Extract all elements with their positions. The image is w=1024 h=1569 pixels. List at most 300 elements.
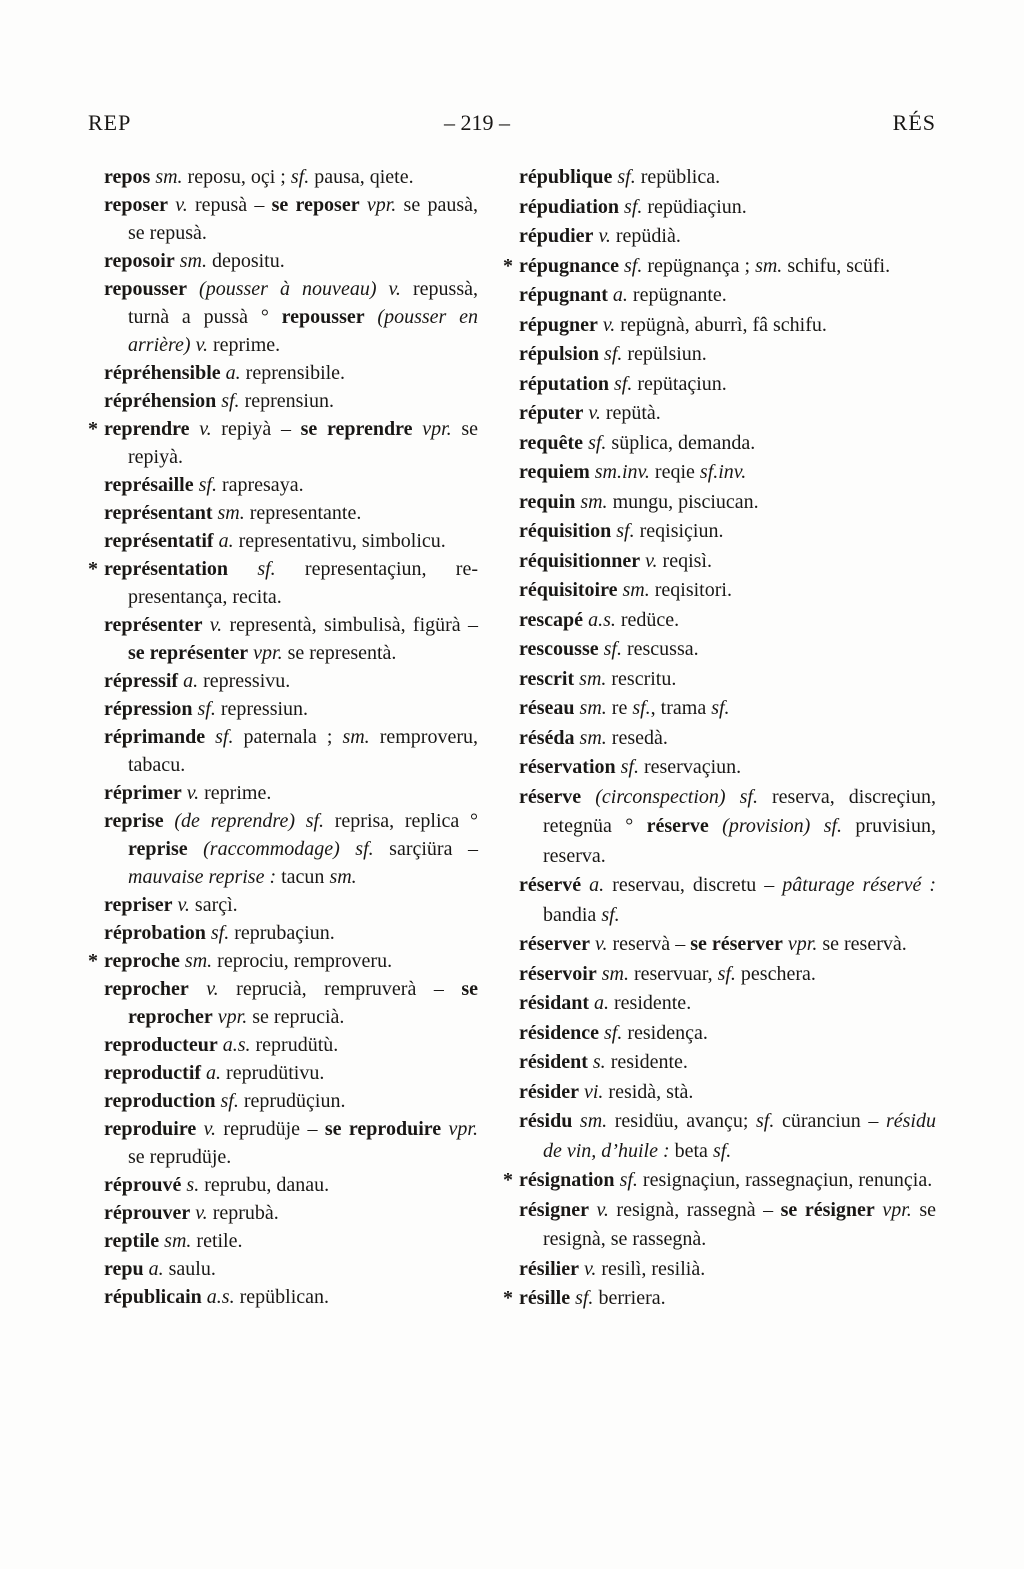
entry-text: repüdiaçiun. — [642, 195, 747, 218]
headword: représaille — [104, 474, 194, 496]
dictionary-entry — [88, 1171, 478, 1199]
entry-text: resilì, resilià. — [596, 1257, 706, 1280]
entry-text: residente. — [605, 1051, 688, 1073]
entry-text: schifu, scüfi. — [782, 254, 891, 277]
entry-text: sf. — [599, 343, 623, 365]
entry-text: (provision) sf. — [708, 815, 843, 837]
headword: réservé — [519, 874, 582, 896]
entry-text: sf. — [205, 922, 230, 944]
entry-text: sf. — [598, 1021, 623, 1044]
entry-text: reprudüje – — [216, 1118, 325, 1140]
headword: république — [519, 166, 613, 188]
dictionary-entry — [88, 163, 478, 191]
dictionary-entry — [503, 724, 936, 754]
right-column — [503, 163, 936, 1314]
headword: réprouvé — [104, 1174, 182, 1196]
entry-text: repütaçiun. — [632, 372, 727, 395]
entry-text: re — [606, 697, 633, 719]
entry-text: sf. — [193, 474, 217, 496]
dictionary-entry — [503, 1019, 936, 1049]
entry-text: sf. — [205, 726, 234, 748]
entry-text: v. — [181, 782, 200, 804]
entry-text: reprudütivu. — [221, 1062, 325, 1084]
entry-text: sm. — [572, 1110, 608, 1132]
entry-text: sf. — [756, 1110, 775, 1132]
entry-text: , trama — [650, 697, 712, 719]
entry-text: vpr. — [441, 1118, 478, 1140]
dictionary-entry — [88, 807, 478, 891]
dictionary-entry — [88, 415, 478, 471]
dictionary-entry — [503, 871, 936, 930]
entry-text: pruvisiun, reserva. — [543, 815, 936, 867]
entry-text: vpr. — [782, 933, 818, 955]
dictionary-entry — [88, 1227, 478, 1255]
headword: réprimande — [104, 726, 206, 748]
dictionary-entry — [88, 527, 478, 555]
dictionary-entry — [503, 252, 936, 282]
headword: répudiation — [519, 195, 620, 218]
dictionary-entry — [88, 1199, 478, 1227]
entry-text: paternala ; — [233, 726, 343, 748]
entry-text: vpr. — [212, 1006, 248, 1028]
headword: réséda — [519, 726, 575, 749]
entry-text: residà, stà. — [603, 1080, 694, 1103]
entry-text: süplica, demanda. — [606, 431, 756, 454]
entry-text: v. — [578, 1257, 597, 1280]
entry-text: se repiyà. — [128, 418, 478, 468]
headword: reproduire — [104, 1118, 197, 1140]
entry-text: sm. — [596, 962, 629, 985]
entry-text: representaçiun, representança, recita. — [128, 558, 479, 608]
entry-text: v. — [202, 614, 223, 636]
entry-text: v. — [190, 1202, 208, 1224]
entry-text: peschera. — [735, 962, 816, 985]
dictionary-entry — [503, 989, 936, 1019]
headword: résidu — [519, 1110, 573, 1132]
entry-text: sf.inv. — [699, 461, 747, 483]
headword: réprobation — [104, 922, 206, 944]
headword: requin — [519, 490, 576, 513]
asterisk-marker: * — [88, 558, 98, 580]
headword: répréhension — [104, 390, 217, 412]
headword: résilier — [519, 1257, 579, 1280]
entry-text: sf. — [717, 962, 736, 985]
entry-text: repussà, turnà a pussà ° — [128, 278, 478, 328]
headword: reposoir — [104, 250, 175, 272]
entry-text: reservà – — [607, 933, 691, 955]
headword: résigner — [519, 1198, 589, 1221]
entry-text: reprubà. — [207, 1202, 279, 1224]
dictionary-entry — [88, 891, 478, 919]
entry-text: sm. — [159, 1230, 192, 1252]
dictionary-entry — [503, 1048, 936, 1078]
headword: réprimer — [104, 782, 182, 804]
headword: repu — [104, 1258, 144, 1280]
entry-text: se reprucià. — [247, 1006, 345, 1028]
entry-text: representà, simbulisà, figürà – — [222, 614, 478, 636]
entry-text: redüce. — [615, 608, 680, 631]
headword: représenter — [104, 614, 203, 636]
dictionary-entry — [88, 779, 478, 807]
entry-text: (pousser à nouveau) v. — [186, 278, 401, 300]
entry-text: reservaçiun. — [638, 756, 742, 778]
entry-text: repüblica. — [635, 166, 721, 188]
entry-text: saulu. — [163, 1258, 216, 1280]
entry-text: sf. — [228, 558, 276, 580]
entry-text: rescritu. — [606, 667, 677, 690]
entry-text: sm. — [179, 950, 213, 972]
entry-text: v. — [196, 1118, 217, 1140]
dictionary-entry — [88, 499, 478, 527]
headword: reproduction — [104, 1090, 216, 1112]
entry-text: residente. — [609, 992, 692, 1014]
entry-text: reprubaçiun. — [229, 922, 335, 944]
entry-text: reprociu, remproveru. — [212, 950, 393, 972]
entry-text: reprisa, replica ° — [324, 810, 478, 832]
headword: reproche — [104, 950, 180, 972]
headword: réquisition — [519, 520, 612, 542]
entry-text: résidu de vin, d’huile : — [543, 1110, 936, 1162]
guide-word-right: RÉS — [892, 110, 936, 135]
entry-text: se reposer — [271, 194, 360, 216]
dictionary-entry — [88, 695, 478, 723]
entry-text: sm. — [574, 667, 607, 690]
left-column — [88, 163, 478, 1311]
entry-text: resedà. — [606, 726, 668, 749]
headword: répréhensible — [104, 362, 221, 384]
entry-text: repügnança ; — [642, 254, 756, 277]
headword: résident — [519, 1051, 588, 1073]
headword: réserver — [519, 933, 591, 955]
dictionary-entry — [88, 1087, 478, 1115]
entry-text: sf. — [601, 903, 620, 926]
dictionary-entry — [503, 1166, 936, 1196]
dictionary-entry — [503, 783, 936, 872]
entry-text: v. — [588, 1198, 609, 1221]
headword: réputation — [519, 372, 609, 395]
entry-text: pâturage réservé : — [782, 874, 937, 896]
entry-text: representativu, simbolicu. — [233, 530, 446, 552]
entry-text: reprise — [128, 838, 188, 860]
dictionary-entry — [503, 1107, 936, 1166]
entry-text: sf. — [583, 431, 607, 454]
headword: répugnance — [519, 254, 619, 277]
entry-text: vi. — [578, 1080, 604, 1103]
entry-text: residüu, avançu; — [607, 1110, 757, 1132]
entry-text: a. — [581, 874, 605, 896]
entry-text: vpr. — [412, 418, 452, 440]
headword: rescapé — [519, 608, 584, 631]
headword: réservation — [519, 756, 616, 778]
entry-text: a. — [143, 1258, 164, 1280]
dictionary-entry — [88, 555, 478, 611]
entry-text: se reprocher — [128, 978, 478, 1028]
entry-text: sf. — [711, 697, 730, 719]
entry-text: v. — [593, 225, 611, 247]
dictionary-entry — [88, 1283, 478, 1311]
dictionary-entry — [88, 611, 478, 667]
entry-text: repousser — [281, 306, 365, 328]
entry-text: vpr. — [359, 194, 397, 216]
entry-text: reqie — [649, 461, 700, 483]
entry-text: sm. — [342, 726, 370, 748]
headword: réseau — [519, 697, 575, 719]
headword: répugnant — [519, 284, 608, 306]
entry-text: repütà. — [600, 402, 661, 424]
entry-text: sf. — [598, 638, 622, 660]
dictionary-entry — [88, 667, 478, 695]
headword: réprouver — [104, 1202, 191, 1224]
headword: reprendre — [104, 418, 190, 440]
dictionary-entry — [88, 1031, 478, 1059]
asterisk-marker: * — [88, 418, 98, 440]
headword: reptile — [104, 1230, 160, 1252]
dictionary-entry — [503, 576, 936, 606]
page-header — [88, 110, 936, 140]
headword: résidant — [519, 992, 589, 1014]
entry-text: se representà. — [282, 642, 397, 664]
dictionary-entry — [503, 222, 936, 252]
entry-text: a. — [201, 1062, 222, 1084]
dictionary-entry — [503, 606, 936, 636]
entry-text: se reprudüje. — [128, 1146, 232, 1168]
dictionary-entry — [503, 517, 936, 547]
entry-text: se reservà. — [817, 933, 907, 955]
entry-text: beta — [669, 1139, 713, 1162]
entry-text: sm. — [174, 250, 207, 272]
entry-text: sf. — [614, 1169, 638, 1191]
dictionary-entry — [503, 458, 936, 488]
asterisk-marker: * — [88, 950, 98, 972]
entry-text: repügnà, aburrì, fâ schifu. — [615, 313, 827, 336]
entry-text: sf. — [290, 166, 310, 188]
entry-text: reprensiun. — [239, 390, 334, 412]
entry-text: sm. — [212, 502, 245, 524]
dictionary-entry — [503, 193, 936, 223]
dictionary-entry — [503, 281, 936, 311]
entry-text: sm. — [575, 490, 608, 513]
dictionary-entry — [503, 1078, 936, 1108]
entry-text: residença. — [622, 1021, 708, 1044]
headword: réserve — [519, 785, 582, 808]
dictionary-entry — [88, 471, 478, 499]
text-columns — [88, 163, 936, 1314]
entry-text: sf. — [619, 254, 643, 277]
headword: répressif — [104, 670, 179, 692]
entry-text: s. — [181, 1174, 200, 1196]
entry-text: reprensibile. — [240, 362, 346, 384]
entry-text: depositu. — [206, 250, 285, 272]
entry-text: remproveru, tabacu. — [128, 726, 479, 776]
dictionary-entry — [503, 1284, 936, 1314]
entry-text: reprucià, rempruverà – — [218, 978, 462, 1000]
entry-text: se représenter — [128, 642, 249, 664]
headword: réservoir — [519, 962, 597, 985]
headword: résignation — [519, 1169, 615, 1191]
dictionary-entry — [503, 694, 936, 724]
headword: réputer — [519, 402, 584, 424]
entry-text: a. — [589, 992, 609, 1014]
headword: reposer — [104, 194, 169, 216]
entry-text: repüblican. — [234, 1286, 329, 1308]
entry-text: a. — [213, 530, 234, 552]
entry-text: sm. — [617, 579, 650, 601]
dictionary-entry — [503, 163, 936, 193]
entry-text: bandia — [543, 903, 602, 926]
headword: rescrit — [519, 667, 575, 690]
guide-word-left: REP — [88, 110, 132, 135]
entry-text: sm. — [150, 166, 183, 188]
entry-text: v. — [583, 402, 601, 424]
headword: résidence — [519, 1021, 599, 1044]
entry-text: reqisì. — [657, 549, 712, 572]
headword: réquisitoire — [519, 579, 618, 601]
entry-text: se reprendre — [300, 418, 413, 440]
entry-text: sf. — [609, 372, 633, 395]
entry-text: representante. — [244, 502, 362, 524]
entry-text: (circonspection) sf. — [581, 785, 758, 808]
headword: répudier — [519, 225, 594, 247]
entry-text: sf. — [612, 166, 636, 188]
entry-text: sf. — [611, 520, 635, 542]
entry-text: vpr. — [874, 1198, 912, 1221]
headword: représentant — [104, 502, 213, 524]
dictionary-entry — [88, 975, 478, 1031]
entry-text: se résigner — [780, 1198, 875, 1221]
entry-text: a.s. — [201, 1286, 235, 1308]
entry-text: sm. — [574, 697, 607, 719]
dictionary-entry — [503, 1196, 936, 1255]
headword: repousser — [104, 278, 187, 300]
headword: résille — [519, 1287, 571, 1309]
dictionary-entry — [503, 547, 936, 577]
entry-text: reqisitori. — [649, 579, 732, 601]
entry-text: vpr. — [248, 642, 283, 664]
entry-text: v. — [590, 933, 608, 955]
headword: rescousse — [519, 638, 599, 660]
dictionary-entry — [503, 311, 936, 341]
headword: reprise — [104, 810, 164, 832]
entry-text: retile. — [191, 1230, 243, 1252]
entry-text: se resignà, se rassegnà. — [543, 1198, 936, 1250]
headword: réquisitionner — [519, 549, 641, 572]
entry-text: sm. — [755, 254, 783, 277]
entry-text: cüranciun – — [774, 1110, 886, 1132]
asterisk-marker: * — [503, 1287, 513, 1309]
entry-text: sm.inv. — [589, 461, 650, 483]
entry-text: a.s. — [583, 608, 616, 631]
entry-text: a. — [178, 670, 199, 692]
entry-text: reserva, discreçiun, retegnüa ° — [543, 785, 936, 837]
entry-text: réserve — [646, 815, 709, 837]
entry-text: (raccommodage) sf. — [187, 838, 374, 860]
entry-text: sm. — [574, 726, 607, 749]
dictionary-entry — [88, 919, 478, 947]
dictionary-entry — [503, 665, 936, 695]
headword: résider — [519, 1080, 579, 1103]
entry-text: resignà, rassegnà – — [608, 1198, 781, 1221]
entry-text: pausa, qiete. — [309, 166, 414, 188]
headword: représentation — [104, 558, 229, 580]
dictionary-entry — [503, 340, 936, 370]
entry-text: (pousser en arrière) v. — [128, 306, 479, 356]
entry-text: sm. — [329, 866, 357, 888]
entry-text: reservau, discretu – — [604, 874, 783, 896]
entry-text: v. — [172, 894, 190, 916]
entry-text: mungu, pisciucan. — [607, 490, 759, 513]
headword: repriser — [104, 894, 173, 916]
entry-text: reprime. — [207, 334, 281, 356]
entry-text: (de reprendre) sf. — [163, 810, 325, 832]
dictionary-entry — [503, 488, 936, 518]
dictionary-entry — [503, 1255, 936, 1285]
entry-text: a. — [607, 284, 628, 306]
dictionary-entry — [88, 947, 478, 975]
dictionary-entry — [88, 1115, 478, 1171]
page-number: – 219 – — [444, 110, 510, 135]
dictionary-entry — [88, 191, 478, 247]
entry-text: reprime. — [199, 782, 272, 804]
entry-text: sf. — [619, 195, 643, 218]
dictionary-entry — [88, 247, 478, 275]
entry-text: se reproduire — [324, 1118, 442, 1140]
entry-text: repügnante. — [627, 284, 727, 306]
headword: requiem — [519, 461, 590, 483]
headword: répulsion — [519, 343, 600, 365]
entry-text: repüdià. — [610, 225, 681, 247]
entry-text: se réserver — [690, 933, 783, 955]
entry-text: repülsiun. — [622, 343, 707, 365]
entry-text: v. — [188, 978, 219, 1000]
entry-text: sf. — [192, 698, 216, 720]
entry-text: reqisiçiun. — [634, 520, 724, 542]
asterisk-marker: * — [503, 1169, 513, 1191]
entry-text: mauvaise reprise : — [128, 866, 277, 888]
entry-text: berriera. — [593, 1287, 666, 1309]
entry-text: sf. — [570, 1287, 594, 1309]
entry-text: tacun — [276, 866, 330, 888]
entry-text: v. — [597, 313, 616, 336]
entry-text: sf. — [632, 697, 651, 719]
entry-text: s. — [587, 1051, 606, 1073]
entry-text: rescussa. — [621, 638, 699, 660]
headword: répugner — [519, 313, 598, 336]
entry-text: sf. — [712, 1139, 732, 1162]
entry-text: a.s. — [217, 1034, 251, 1056]
entry-text: reprudüçiun. — [238, 1090, 346, 1112]
entry-text: repiyà – — [211, 418, 301, 440]
headword: répression — [104, 698, 193, 720]
entry-text: v. — [189, 418, 212, 440]
dictionary-entry — [503, 960, 936, 990]
entry-text: v. — [640, 549, 658, 572]
dictionary-entry — [503, 635, 936, 665]
asterisk-marker: * — [503, 254, 513, 277]
entry-text: repusà – — [187, 194, 272, 216]
headword: représentatif — [104, 530, 214, 552]
entry-text: sf. — [615, 756, 639, 778]
entry-text: reprudütù. — [250, 1034, 339, 1056]
dictionary-entry — [503, 399, 936, 429]
dictionary-entry — [88, 1255, 478, 1283]
entry-text: a. — [220, 362, 241, 384]
dictionary-entry — [88, 723, 478, 779]
entry-text: reprubu, danau. — [199, 1174, 330, 1196]
entry-text: sf. — [216, 390, 240, 412]
headword: requête — [519, 431, 584, 454]
entry-text: sarçì. — [189, 894, 238, 916]
entry-text: sarçiüra – — [373, 838, 478, 860]
